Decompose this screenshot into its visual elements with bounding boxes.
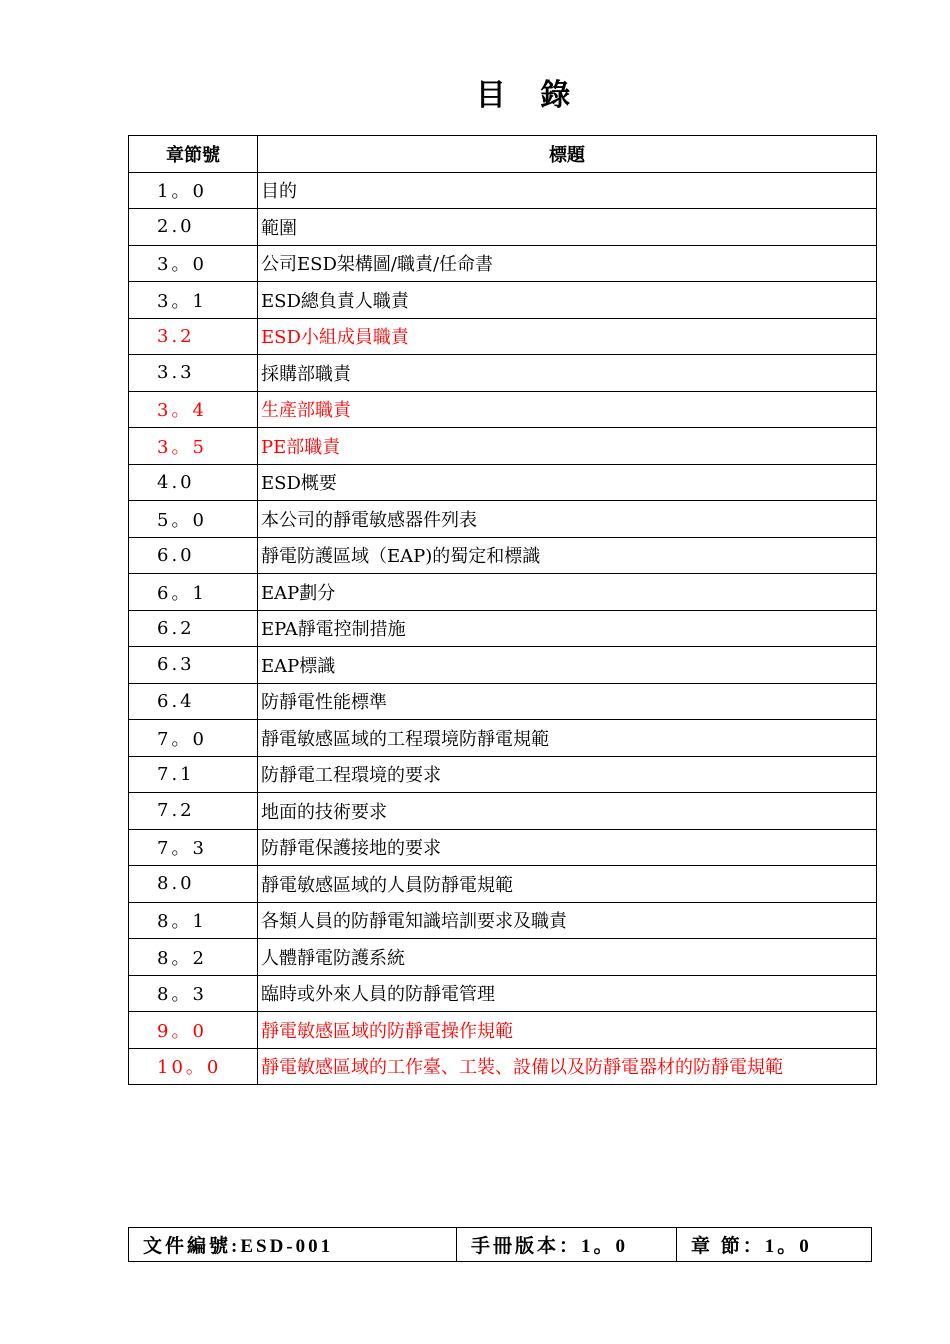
toc-chapter-number: 7。0 bbox=[129, 720, 258, 757]
page-title: 目 錄 bbox=[475, 78, 583, 113]
toc-row bbox=[129, 829, 877, 866]
toc-row bbox=[129, 209, 877, 246]
toc-chapter-number: 6.0 bbox=[129, 537, 258, 574]
toc-table bbox=[128, 135, 877, 1085]
toc-chapter-number: 2.0 bbox=[129, 209, 258, 246]
toc-chapter-number: 3.2 bbox=[129, 318, 258, 355]
toc-chapter-title: 靜電敏感區域的工作臺、工裝、設備以及防靜電器材的防靜電規範 bbox=[258, 1048, 877, 1085]
toc-row bbox=[129, 537, 877, 574]
toc-chapter-title: PE部職責 bbox=[258, 428, 877, 465]
toc-chapter-number: 6。1 bbox=[129, 574, 258, 611]
toc-chapter-title: 生產部職責 bbox=[258, 391, 877, 428]
toc-chapter-number: 7。3 bbox=[129, 829, 258, 866]
toc-row bbox=[129, 756, 877, 793]
toc-body bbox=[129, 172, 877, 1085]
toc-row bbox=[129, 501, 877, 538]
footer-manual-version: 手冊版本：1。0 bbox=[457, 1228, 677, 1262]
footer-table bbox=[128, 1227, 872, 1262]
header-chapter-number: 章節號 bbox=[129, 136, 258, 173]
toc-chapter-title: 防靜電保護接地的要求 bbox=[258, 829, 877, 866]
toc-chapter-number: 3。5 bbox=[129, 428, 258, 465]
toc-row bbox=[129, 866, 877, 903]
toc-chapter-title: ESD概要 bbox=[258, 464, 877, 501]
toc-row bbox=[129, 172, 877, 209]
toc-chapter-title: ESD總負責人職責 bbox=[258, 282, 877, 319]
toc-chapter-title: EAP標識 bbox=[258, 647, 877, 684]
toc-chapter-title: 各類人員的防靜電知識培訓要求及職責 bbox=[258, 902, 877, 939]
toc-row bbox=[129, 245, 877, 282]
toc-chapter-number: 3.3 bbox=[129, 355, 258, 392]
toc-header-row bbox=[129, 136, 877, 173]
toc-chapter-title: 範圍 bbox=[258, 209, 877, 246]
toc-chapter-title: 防靜電工程環境的要求 bbox=[258, 756, 877, 793]
toc-row bbox=[129, 1048, 877, 1085]
toc-row bbox=[129, 391, 877, 428]
toc-row bbox=[129, 720, 877, 757]
toc-chapter-number: 8.0 bbox=[129, 866, 258, 903]
toc-chapter-number: 6.2 bbox=[129, 610, 258, 647]
toc-row bbox=[129, 574, 877, 611]
toc-row bbox=[129, 975, 877, 1012]
toc-chapter-title: 人體靜電防護系統 bbox=[258, 939, 877, 976]
toc-chapter-title: 靜電敏感區域的工程環境防靜電規範 bbox=[258, 720, 877, 757]
toc-chapter-number: 7.1 bbox=[129, 756, 258, 793]
footer-row bbox=[129, 1228, 872, 1262]
toc-chapter-number: 3。4 bbox=[129, 391, 258, 428]
toc-chapter-number: 8。2 bbox=[129, 939, 258, 976]
toc-row bbox=[129, 282, 877, 319]
toc-chapter-number: 6.3 bbox=[129, 647, 258, 684]
toc-chapter-number: 8。1 bbox=[129, 902, 258, 939]
toc-chapter-title: 目的 bbox=[258, 172, 877, 209]
toc-row bbox=[129, 464, 877, 501]
toc-chapter-title: EPA靜電控制措施 bbox=[258, 610, 877, 647]
toc-chapter-title: 靜電防護區域（EAP)的蜀定和標識 bbox=[258, 537, 877, 574]
toc-chapter-number: 6.4 bbox=[129, 683, 258, 720]
toc-row bbox=[129, 1012, 877, 1049]
toc-row bbox=[129, 610, 877, 647]
toc-chapter-number: 5。0 bbox=[129, 501, 258, 538]
toc-chapter-number: 1。0 bbox=[129, 172, 258, 209]
toc-row bbox=[129, 428, 877, 465]
toc-chapter-title: 防靜電性能標準 bbox=[258, 683, 877, 720]
toc-chapter-title: 公司ESD架構圖/職責/任命書 bbox=[258, 245, 877, 282]
toc-chapter-number: 8。3 bbox=[129, 975, 258, 1012]
toc-chapter-title: 靜電敏感區域的防靜電操作規範 bbox=[258, 1012, 877, 1049]
toc-chapter-number: 3。1 bbox=[129, 282, 258, 319]
toc-chapter-number: 9。0 bbox=[129, 1012, 258, 1049]
toc-chapter-title: 地面的技術要求 bbox=[258, 793, 877, 830]
toc-chapter-number: 10。0 bbox=[129, 1048, 258, 1085]
footer-chapter: 章 節：1。0 bbox=[677, 1228, 872, 1262]
toc-chapter-number: 7.2 bbox=[129, 793, 258, 830]
toc-row bbox=[129, 318, 877, 355]
footer-doc-number: 文件編號:ESD-001 bbox=[129, 1228, 457, 1262]
toc-chapter-title: ESD小組成員職責 bbox=[258, 318, 877, 355]
toc-chapter-title: 本公司的靜電敏感器件列表 bbox=[258, 501, 877, 538]
toc-chapter-title: 採購部職責 bbox=[258, 355, 877, 392]
header-title: 標題 bbox=[258, 136, 877, 173]
toc-row bbox=[129, 355, 877, 392]
toc-chapter-title: 靜電敏感區域的人員防靜電規範 bbox=[258, 866, 877, 903]
toc-chapter-number: 4.0 bbox=[129, 464, 258, 501]
toc-row bbox=[129, 647, 877, 684]
toc-row bbox=[129, 902, 877, 939]
toc-chapter-title: EAP劃分 bbox=[258, 574, 877, 611]
toc-chapter-title: 臨時或外來人員的防靜電管理 bbox=[258, 975, 877, 1012]
toc-chapter-number: 3。0 bbox=[129, 245, 258, 282]
toc-row bbox=[129, 939, 877, 976]
toc-row bbox=[129, 683, 877, 720]
toc-row bbox=[129, 793, 877, 830]
